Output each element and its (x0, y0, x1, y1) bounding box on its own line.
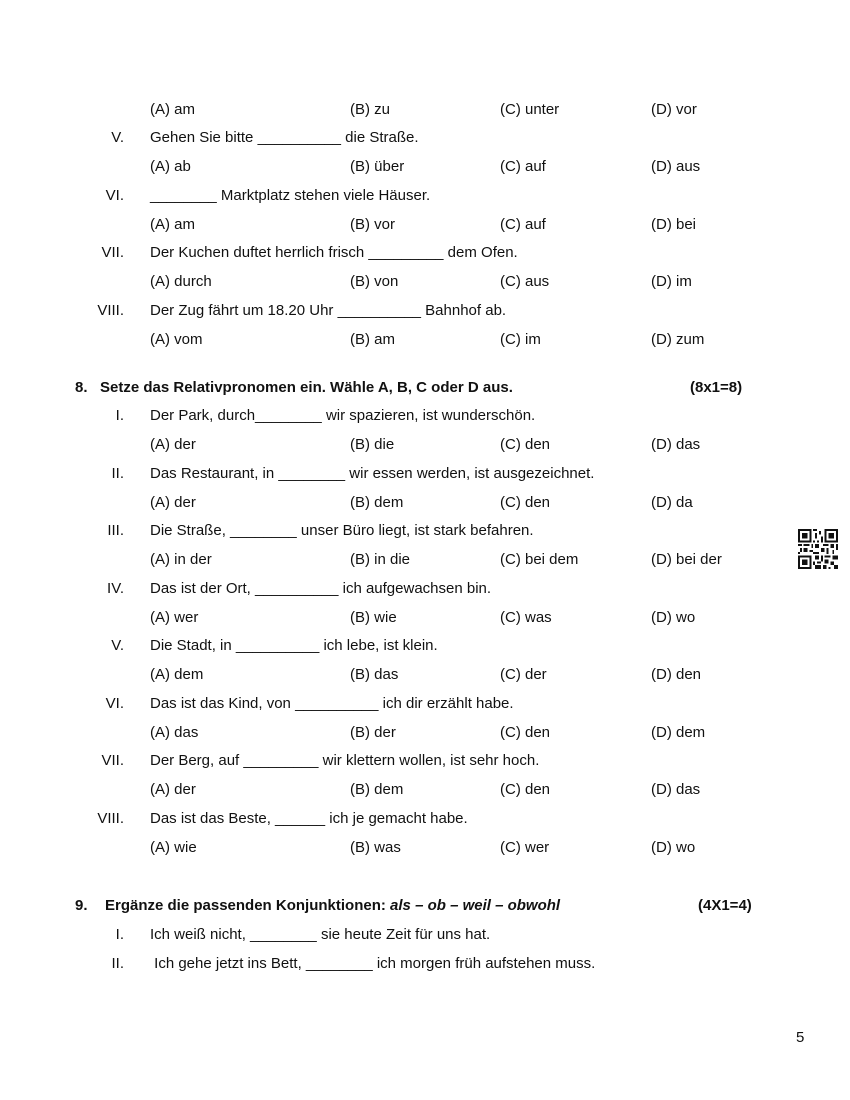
question-text: Die Stadt, in __________ ich lebe, ist klein. (150, 637, 438, 654)
question-number: II. (111, 465, 124, 482)
option-c: (C) was (500, 609, 552, 626)
option-d: (D) da (651, 494, 693, 511)
option-b: (B) der (350, 724, 396, 741)
option-d: (D) dem (651, 724, 706, 741)
options-row (0, 434, 850, 456)
option-b: (B) dem (350, 781, 404, 798)
options-row (0, 722, 850, 744)
option-b: (B) dem (350, 494, 404, 511)
section-title-text: Ergänze die passenden Konjunktionen: (105, 897, 386, 914)
option-a: (A) der (150, 436, 196, 453)
question-number: IV. (107, 580, 124, 597)
option-c: (C) unter (500, 101, 560, 118)
options-row (0, 492, 850, 514)
option-a: (A) am (150, 216, 195, 233)
option-d: (D) wo (651, 609, 696, 626)
qr-code-icon (798, 529, 838, 569)
options-row (0, 664, 850, 686)
section-marks: (8x1=8) (690, 379, 743, 396)
option-c: (C) bei dem (500, 551, 579, 568)
option-a: (A) der (150, 781, 196, 798)
option-c: (C) den (500, 724, 551, 741)
option-b: (B) was (350, 839, 401, 856)
question-row (0, 127, 850, 149)
options-row (0, 214, 850, 236)
question-number: VI. (105, 187, 124, 204)
question-text: Ich gehe jetzt ins Bett, ________ ich morgen früh aufstehen muss. (150, 955, 596, 972)
options-row (0, 837, 850, 859)
option-a: (A) wie (150, 839, 197, 856)
question-number: V. (111, 637, 124, 654)
section-title: Setze das Relativpronomen ein. Wähle A, B, C oder D aus. (100, 379, 513, 396)
options-row (0, 779, 850, 801)
option-a: (A) dem (150, 666, 204, 683)
option-c: (C) auf (500, 216, 546, 233)
question-row (0, 185, 850, 207)
question-row (0, 808, 850, 830)
option-b: (B) in die (350, 551, 411, 568)
option-c: (C) aus (500, 273, 550, 290)
question-number: V. (111, 129, 124, 146)
question-text: Der Berg, auf _________ wir klettern wollen, ist sehr hoch. (150, 752, 540, 769)
options-row (0, 549, 850, 571)
section-number: 8. (75, 379, 88, 396)
question-number: VII. (101, 244, 124, 261)
option-d: (D) vor (651, 101, 697, 118)
option-b: (B) das (350, 666, 399, 683)
option-a: (A) das (150, 724, 199, 741)
option-b: (B) zu (350, 101, 391, 118)
question-number: I. (115, 926, 124, 943)
question-row (0, 750, 850, 772)
options-row (0, 271, 850, 293)
question-number: VIII. (97, 810, 124, 827)
question-text: Der Kuchen duftet herrlich frisch _________ dem Ofen. (150, 244, 518, 261)
question-text: Der Park, durch________ wir spazieren, ist wunderschön. (150, 407, 536, 424)
option-c: (C) im (500, 331, 541, 348)
section-9-heading (0, 895, 850, 917)
option-a: (A) durch (150, 273, 212, 290)
option-b: (B) die (350, 436, 395, 453)
option-b: (B) wie (350, 609, 397, 626)
option-d: (D) zum (651, 331, 705, 348)
option-d: (D) im (651, 273, 692, 290)
question-number: VI. (105, 695, 124, 712)
section-marks: (4X1=4) (698, 897, 752, 914)
question-text: Gehen Sie bitte __________ die Straße. (150, 129, 419, 146)
question-text: Das Restaurant, in ________ wir essen werden, ist ausgezeichnet. (150, 465, 595, 482)
question-row (0, 300, 850, 322)
option-d: (D) aus (651, 158, 701, 175)
question-number: I. (115, 407, 124, 424)
option-a: (A) am (150, 101, 195, 118)
question-row (0, 242, 850, 264)
question-number: VIII. (97, 302, 124, 319)
option-c: (C) wer (500, 839, 550, 856)
option-d: (D) bei der (651, 551, 722, 568)
question-row (0, 693, 850, 715)
question-text: Der Zug fährt um 18.20 Uhr __________ Bahnhof ab. (150, 302, 507, 319)
option-c: (C) auf (500, 158, 546, 175)
section-number: 9. (75, 897, 88, 914)
options-row (0, 99, 850, 121)
section-8-heading (0, 377, 850, 399)
option-c: (C) den (500, 436, 551, 453)
options-row (0, 156, 850, 178)
options-row (0, 329, 850, 351)
option-d: (D) das (651, 781, 701, 798)
question-row (0, 953, 850, 975)
option-a: (A) der (150, 494, 196, 511)
options-row (0, 607, 850, 629)
question-text: Ich weiß nicht, ________ sie heute Zeit für uns hat. (150, 926, 491, 943)
question-row (0, 924, 850, 946)
option-d: (D) den (651, 666, 702, 683)
option-a: (A) ab (150, 158, 191, 175)
page-number: 5 (796, 1029, 805, 1046)
question-text: Die Straße, ________ unser Büro liegt, ist stark befahren. (150, 522, 534, 539)
question-text: Das ist der Ort, __________ ich aufgewachsen bin. (150, 580, 492, 597)
option-a: (A) vom (150, 331, 203, 348)
question-row (0, 463, 850, 485)
option-c: (C) den (500, 781, 551, 798)
question-number: III. (107, 522, 124, 539)
question-text: Das ist das Kind, von __________ ich dir erzählt habe. (150, 695, 514, 712)
option-d: (D) wo (651, 839, 696, 856)
question-number: VII. (101, 752, 124, 769)
option-c: (C) der (500, 666, 547, 683)
option-b: (B) vor (350, 216, 395, 233)
option-a: (A) in der (150, 551, 212, 568)
section-title (105, 895, 560, 917)
option-c: (C) den (500, 494, 551, 511)
option-d: (D) bei (651, 216, 697, 233)
option-b: (B) über (350, 158, 405, 175)
question-row (0, 520, 850, 542)
question-text: ________ Marktplatz stehen viele Häuser. (150, 187, 431, 204)
question-text: Das ist das Beste, ______ ich je gemacht habe. (150, 810, 468, 827)
question-row (0, 578, 850, 600)
option-d: (D) das (651, 436, 701, 453)
question-number: II. (111, 955, 124, 972)
option-b: (B) von (350, 273, 399, 290)
question-row (0, 405, 850, 427)
option-a: (A) wer (150, 609, 199, 626)
question-row (0, 635, 850, 657)
option-b: (B) am (350, 331, 395, 348)
conjunction-list: als – ob – weil – obwohl (390, 897, 561, 914)
